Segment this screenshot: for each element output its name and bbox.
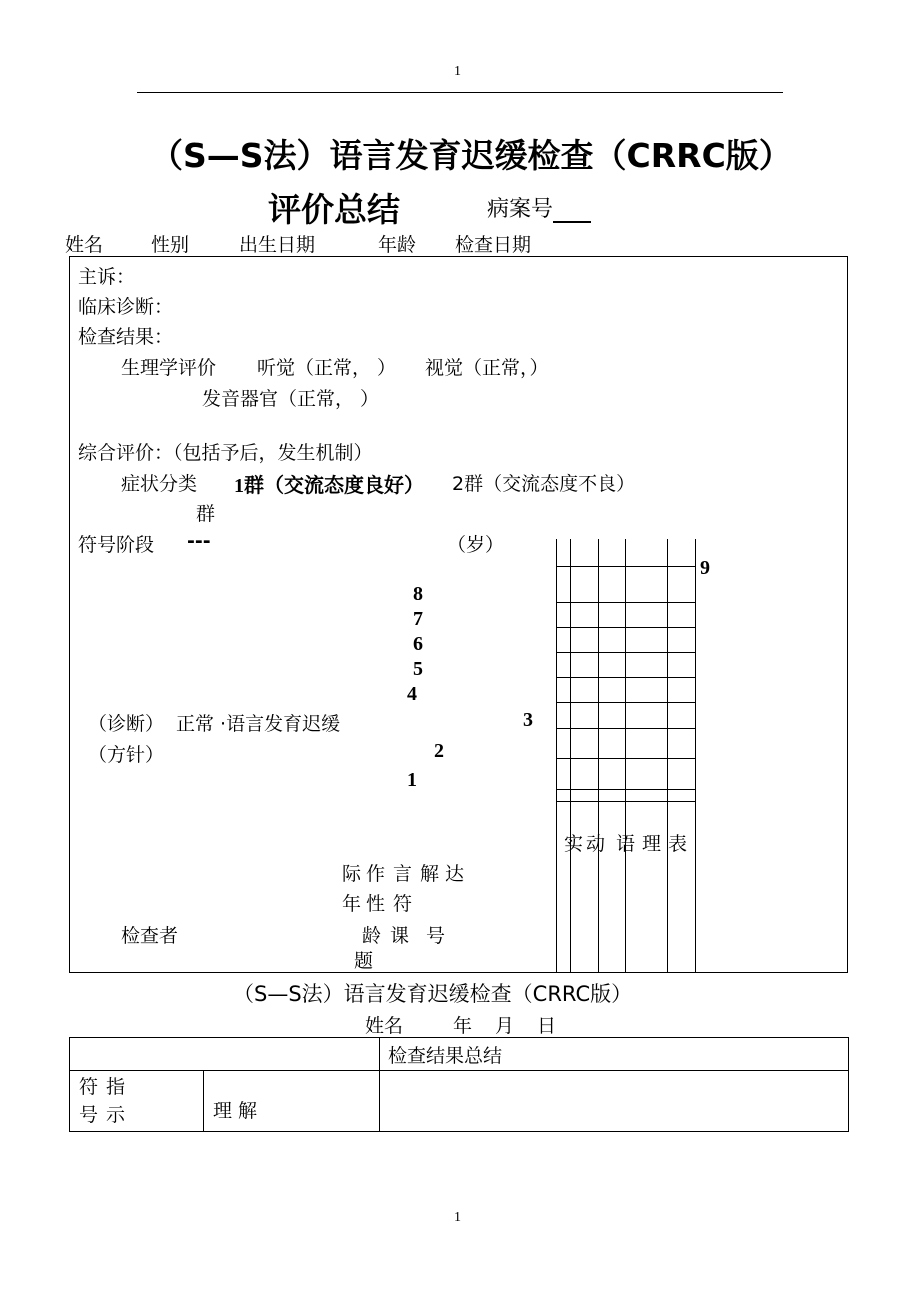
col-header-action: 动 — [586, 833, 606, 855]
summary-table — [69, 1037, 849, 1132]
grid-line — [695, 539, 696, 973]
grid-line — [556, 539, 557, 973]
header-rule — [137, 92, 783, 93]
symbol-stage-label: 符号阶段 — [78, 534, 155, 556]
field-name: 姓名 — [65, 234, 104, 256]
grid-line — [556, 652, 695, 653]
action-col-4: 题 — [354, 950, 374, 972]
action-col-2: 性 — [366, 893, 386, 915]
grid-line — [556, 566, 695, 567]
scale-number-3: 3 — [523, 709, 533, 731]
age-col-1: 际 — [342, 863, 362, 885]
lang-col-2: 符 — [393, 893, 413, 915]
table-header-empty — [70, 1038, 380, 1071]
page-title: （S—S法）语言发育迟缓检查（CRRC版） — [150, 136, 792, 175]
age-col-2: 年 — [342, 893, 362, 915]
scale-number-2: 2 — [434, 740, 444, 762]
scale-number-7: 7 — [413, 608, 423, 630]
grid-line — [625, 539, 626, 973]
grid-line — [556, 602, 695, 603]
page-subtitle: 评价总结 — [268, 190, 400, 229]
second-title: （S—S法）语言发育迟缓检查（CRRC版） — [233, 982, 633, 1006]
second-date-month: 月 — [495, 1015, 515, 1037]
grid-line — [667, 539, 668, 973]
case-no-label: 病案号 — [487, 192, 591, 223]
express-col-1: 达 — [445, 863, 465, 885]
page-number-top: 1 — [454, 64, 461, 79]
grid-line — [556, 758, 695, 759]
articulation-label: 发音器官（正常， ） — [202, 388, 380, 410]
age-unit-label: （岁） — [447, 534, 505, 556]
policy-label: （方针） — [88, 744, 165, 766]
scale-number-1: 1 — [407, 769, 417, 791]
group1-label: 1群（交流态度良好） — [234, 475, 424, 497]
second-date-day: 日 — [537, 1015, 557, 1037]
group2-label: 2群（交流态度不良） — [452, 473, 636, 495]
group-suffix: 群 — [196, 503, 216, 525]
col-header-understand: 理 — [642, 833, 662, 855]
diagnosis-label: （诊断） — [88, 713, 165, 735]
clinical-dx-label: 临床诊断： — [78, 296, 174, 318]
understand-col-1: 解 — [420, 863, 440, 885]
overall-eval-label: 综合评价：（包括予后，发生机制） — [78, 442, 373, 464]
grid-line — [570, 539, 571, 973]
scale-number-6: 6 — [413, 633, 423, 655]
row-label-cell — [70, 1071, 204, 1132]
lang-col-3: 号 — [426, 925, 446, 947]
hearing-label: 听觉（正常， ） — [257, 357, 397, 379]
exam-result-label: 检查结果： — [78, 326, 174, 348]
stage-dashes: --- — [187, 530, 211, 552]
col-header-lang: 语 — [616, 833, 636, 855]
symptom-class-label: 症状分类 — [121, 473, 198, 495]
grid-line — [556, 789, 695, 790]
table-header: 检查结果总结 — [380, 1038, 849, 1071]
grid-line — [598, 539, 599, 973]
row-label-line2: 号示 — [79, 1104, 134, 1126]
second-date-year: 年 — [453, 1015, 473, 1037]
row-label-line1: 符指 — [79, 1076, 134, 1098]
examiner-label: 检查者 — [121, 925, 179, 947]
action-col-3: 课 — [390, 925, 410, 947]
lang-col-1: 言 — [393, 863, 413, 885]
vision-label: 视觉（正常，） — [425, 357, 549, 379]
scale-number-4: 4 — [407, 683, 417, 705]
col-header-real: 实 — [564, 833, 584, 855]
age-col-3: 龄 — [362, 925, 382, 947]
scale-number-8: 8 — [413, 583, 423, 605]
grid-line — [556, 677, 695, 678]
grid-line — [556, 728, 695, 729]
understand-cell: 理 解 — [204, 1071, 380, 1132]
field-exam-date: 检查日期 — [455, 234, 532, 256]
grid-line — [556, 627, 695, 628]
diagnosis-value: 正常 ·语言发育迟缓 — [176, 713, 341, 735]
scale-number-9: 9 — [700, 557, 710, 579]
complaint-label: 主诉： — [78, 266, 136, 288]
second-name-label: 姓名 — [365, 1015, 404, 1037]
grid-line — [556, 702, 695, 703]
scale-number-5: 5 — [413, 658, 423, 680]
col-header-express: 表 — [668, 833, 688, 855]
field-age: 年龄 — [378, 234, 417, 256]
action-col-1: 作 — [366, 863, 386, 885]
page-number-bottom: 1 — [454, 1210, 461, 1225]
grid-line — [556, 801, 695, 802]
physio-eval-label: 生理学评价 — [121, 357, 217, 379]
understand-value-cell — [380, 1071, 849, 1132]
field-birth: 出生日期 — [239, 234, 316, 256]
field-sex: 性别 — [151, 234, 190, 256]
